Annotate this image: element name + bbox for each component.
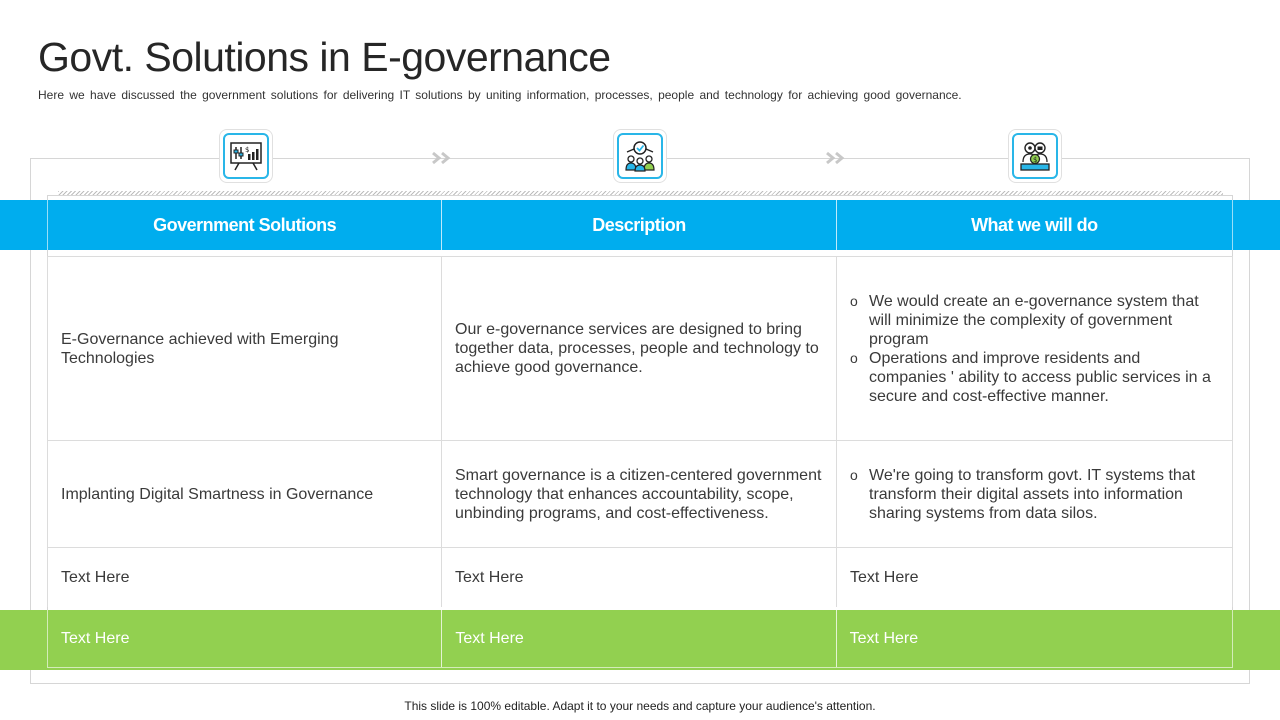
actions-list bbox=[850, 466, 1218, 523]
action-item: o Operations and improve residents and companies ' ability to access public services in a secure and cost-effective manner. bbox=[850, 349, 1218, 406]
chevron-right-icon bbox=[431, 150, 457, 166]
actions-cell bbox=[837, 257, 1233, 440]
team-approval-icon bbox=[623, 140, 657, 172]
table-row bbox=[47, 440, 1233, 547]
column-header-description: Description bbox=[442, 200, 836, 250]
column-icon-3 bbox=[1008, 129, 1062, 183]
slide-footer: This slide is 100% editable. Adapt it to your needs and capture your audience's attention. bbox=[404, 699, 876, 713]
table-body bbox=[47, 256, 1233, 607]
table-row-highlighted bbox=[47, 610, 1233, 668]
column-header-actions: What we will do bbox=[971, 214, 1098, 235]
solution-cell: Implanting Digital Smartness in Governance bbox=[47, 441, 442, 547]
public-services-icon bbox=[1018, 140, 1052, 172]
presentation-chart-icon bbox=[229, 141, 263, 171]
column-icon-2 bbox=[613, 129, 667, 183]
description-cell: Our e-governance services are designed to bring together data, processes, people and technology to achieve good governance. bbox=[442, 257, 837, 440]
solution-cell: Text Here bbox=[48, 610, 442, 667]
table-row bbox=[47, 256, 1233, 440]
description-cell: Smart governance is a citizen-centered government technology that enhances accountability, scope, unbinding programs, and cost-effectiveness. bbox=[442, 441, 837, 547]
slide-subtitle: Here we have discussed the government solutions for delivering IT solutions by uniting information, processes, people and technology for achieving good governance. bbox=[38, 88, 962, 102]
actions-list bbox=[850, 292, 1218, 406]
svg-text:$: $ bbox=[245, 146, 250, 154]
table-header-row bbox=[47, 200, 1233, 250]
solution-cell: Text Here bbox=[47, 548, 442, 607]
solution-cell: E-Governance achieved with Emerging Technologies bbox=[47, 257, 442, 440]
actions-cell: Text Here bbox=[837, 548, 1233, 607]
column-icon-1 bbox=[219, 129, 273, 183]
description-cell: Text Here bbox=[442, 548, 837, 607]
action-item: o We would create an e-governance system that will minimize the complexity of government program bbox=[850, 292, 1218, 349]
actions-cell bbox=[837, 441, 1233, 547]
column-header-solutions: Government Solutions bbox=[48, 200, 442, 250]
description-cell: Text Here bbox=[442, 610, 836, 667]
table-row bbox=[47, 547, 1233, 607]
svg-text:$: $ bbox=[1033, 156, 1038, 164]
action-item: o We're going to transform govt. IT systems that transform their digital assets into information sharing systems from data silos. bbox=[850, 466, 1218, 523]
chevron-right-icon bbox=[825, 150, 851, 166]
slide-title: Govt. Solutions in E-governance bbox=[38, 34, 611, 80]
actions-cell: Text Here bbox=[849, 629, 919, 647]
